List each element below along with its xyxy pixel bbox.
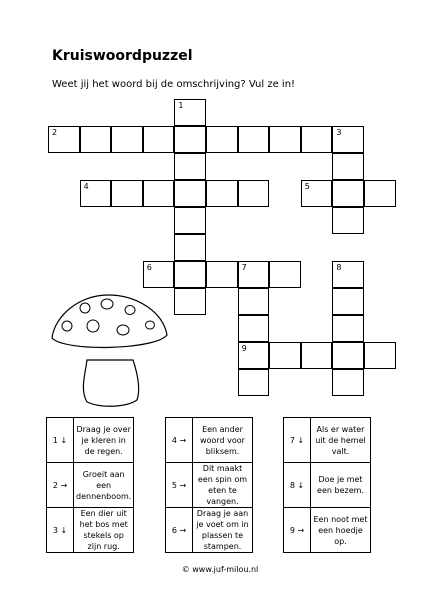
grid-cell[interactable] (111, 126, 143, 153)
letter-input[interactable] (270, 343, 300, 368)
clue-number-label: 9 (241, 344, 247, 353)
clue-row (166, 463, 253, 508)
letter-input[interactable] (207, 127, 237, 152)
grid-cell[interactable] (80, 180, 112, 207)
grid-cell[interactable] (143, 126, 175, 153)
letter-input[interactable] (112, 181, 142, 206)
letter-input[interactable] (302, 127, 332, 152)
letter-input[interactable] (333, 262, 363, 287)
letter-input[interactable] (270, 127, 300, 152)
grid-cell[interactable] (238, 288, 270, 315)
letter-input[interactable] (365, 343, 395, 368)
letter-input[interactable] (175, 154, 205, 179)
letter-input[interactable] (333, 316, 363, 341)
clue-number-label: 2 (52, 128, 58, 137)
grid-cell[interactable] (174, 234, 206, 261)
clue-row (284, 418, 371, 463)
clue-number: 7 ↓ (284, 418, 311, 463)
grid-cell[interactable] (332, 288, 364, 315)
clue-text: Groeit aan een dennenboom. (74, 463, 134, 508)
grid-cell[interactable] (238, 369, 270, 396)
letter-input[interactable] (112, 127, 142, 152)
page-title: Kruiswoordpuzzel (52, 48, 193, 64)
clue-number: 4 → (166, 418, 193, 463)
letter-input[interactable] (239, 262, 269, 287)
clue-number: 3 ↓ (47, 508, 74, 553)
clue-text: Een noot met een hoedje op. (311, 508, 371, 553)
clue-number-label: 4 (83, 182, 89, 191)
clue-table-right (283, 417, 371, 553)
clue-number: 2 → (47, 463, 74, 508)
clue-table-middle (165, 417, 253, 553)
letter-input[interactable] (49, 127, 79, 152)
grid-cell[interactable] (206, 126, 238, 153)
grid-cell[interactable] (301, 126, 333, 153)
grid-cell[interactable] (174, 153, 206, 180)
letter-input[interactable] (207, 262, 237, 287)
letter-input[interactable] (144, 262, 174, 287)
letter-input[interactable] (175, 181, 205, 206)
clue-table-left (46, 417, 134, 553)
grid-cell[interactable] (301, 180, 333, 207)
letter-input[interactable] (239, 181, 269, 206)
clue-row (166, 508, 253, 553)
grid-cell[interactable] (364, 342, 396, 369)
grid-cell[interactable] (332, 261, 364, 288)
grid-cell[interactable] (332, 153, 364, 180)
grid-cell[interactable] (332, 180, 364, 207)
grid-cell[interactable] (174, 126, 206, 153)
grid-cell[interactable] (174, 180, 206, 207)
clue-row (166, 418, 253, 463)
grid-cell[interactable] (174, 99, 206, 126)
grid-cell[interactable] (238, 126, 270, 153)
letter-input[interactable] (175, 289, 205, 314)
grid-cell[interactable] (238, 180, 270, 207)
letter-input[interactable] (81, 181, 111, 206)
letter-input[interactable] (175, 100, 205, 125)
grid-cell[interactable] (332, 342, 364, 369)
grid-cell[interactable] (238, 342, 270, 369)
grid-cell[interactable] (269, 261, 301, 288)
letter-input[interactable] (239, 316, 269, 341)
grid-cell[interactable] (332, 369, 364, 396)
copyright-footer: © www.juf-milou.nl (181, 565, 259, 574)
grid-cell[interactable] (238, 315, 270, 342)
letter-input[interactable] (239, 343, 269, 368)
clue-text: Draag je aan je voet om in plassen te stampen. (193, 508, 253, 553)
clue-text: Een dier uit het bos met stekels op zijn rug. (74, 508, 134, 553)
letter-input[interactable] (144, 181, 174, 206)
clue-row (47, 463, 134, 508)
clue-number-label: 7 (241, 263, 247, 272)
mushroom-illustration (45, 290, 175, 410)
letter-input[interactable] (239, 370, 269, 395)
clue-number: 9 → (284, 508, 311, 553)
letter-input[interactable] (333, 154, 363, 179)
letter-input[interactable] (144, 127, 174, 152)
clue-number: 1 ↓ (47, 418, 74, 463)
clue-text: Dit maakt een spin om eten te vangen. (193, 463, 253, 508)
grid-cell[interactable] (48, 126, 80, 153)
grid-cell[interactable] (332, 207, 364, 234)
letter-input[interactable] (302, 343, 332, 368)
grid-cell[interactable] (143, 180, 175, 207)
grid-cell[interactable] (238, 261, 270, 288)
letter-input[interactable] (333, 289, 363, 314)
clue-number-label: 3 (336, 128, 342, 137)
clue-row (47, 418, 134, 463)
letter-input[interactable] (302, 181, 332, 206)
letter-input[interactable] (207, 181, 237, 206)
clue-row (284, 508, 371, 553)
clue-row (284, 463, 371, 508)
clue-text: Een ander woord voor bliksem. (193, 418, 253, 463)
grid-cell[interactable] (269, 342, 301, 369)
clue-number-label: 6 (146, 263, 152, 272)
grid-cell[interactable] (80, 126, 112, 153)
grid-cell[interactable] (332, 315, 364, 342)
clue-number: 6 → (166, 508, 193, 553)
grid-cell[interactable] (269, 126, 301, 153)
letter-input[interactable] (175, 235, 205, 260)
letter-input[interactable] (365, 181, 395, 206)
letter-input[interactable] (333, 370, 363, 395)
grid-cell[interactable] (143, 261, 175, 288)
clue-text: Als er water uit de hemel valt. (311, 418, 371, 463)
letter-input[interactable] (239, 289, 269, 314)
letter-input[interactable] (239, 127, 269, 152)
grid-cell[interactable] (174, 207, 206, 234)
clue-row (47, 508, 134, 553)
grid-cell[interactable] (301, 342, 333, 369)
letter-input[interactable] (333, 343, 363, 368)
clue-number-label: 8 (336, 263, 342, 272)
grid-cell[interactable] (111, 180, 143, 207)
clue-text: Draag je over je kleren in de regen. (74, 418, 134, 463)
grid-cell[interactable] (174, 261, 206, 288)
clue-number-label: 1 (178, 101, 184, 110)
clue-number: 5 → (166, 463, 193, 508)
grid-cell[interactable] (364, 180, 396, 207)
instruction-text: Weet jij het woord bij de omschrijving? Vul ze in! (52, 79, 296, 90)
letter-input[interactable] (270, 262, 300, 287)
letter-input[interactable] (175, 208, 205, 233)
grid-cell[interactable] (332, 126, 364, 153)
grid-cell[interactable] (206, 261, 238, 288)
grid-cell[interactable] (174, 288, 206, 315)
letter-input[interactable] (333, 127, 363, 152)
letter-input[interactable] (175, 262, 205, 287)
clue-number: 8 ↓ (284, 463, 311, 508)
letter-input[interactable] (175, 127, 205, 152)
clue-text: Doe je met een bezem. (311, 463, 371, 508)
letter-input[interactable] (333, 208, 363, 233)
letter-input[interactable] (333, 181, 363, 206)
clue-number-label: 5 (304, 182, 310, 191)
letter-input[interactable] (81, 127, 111, 152)
grid-cell[interactable] (206, 180, 238, 207)
